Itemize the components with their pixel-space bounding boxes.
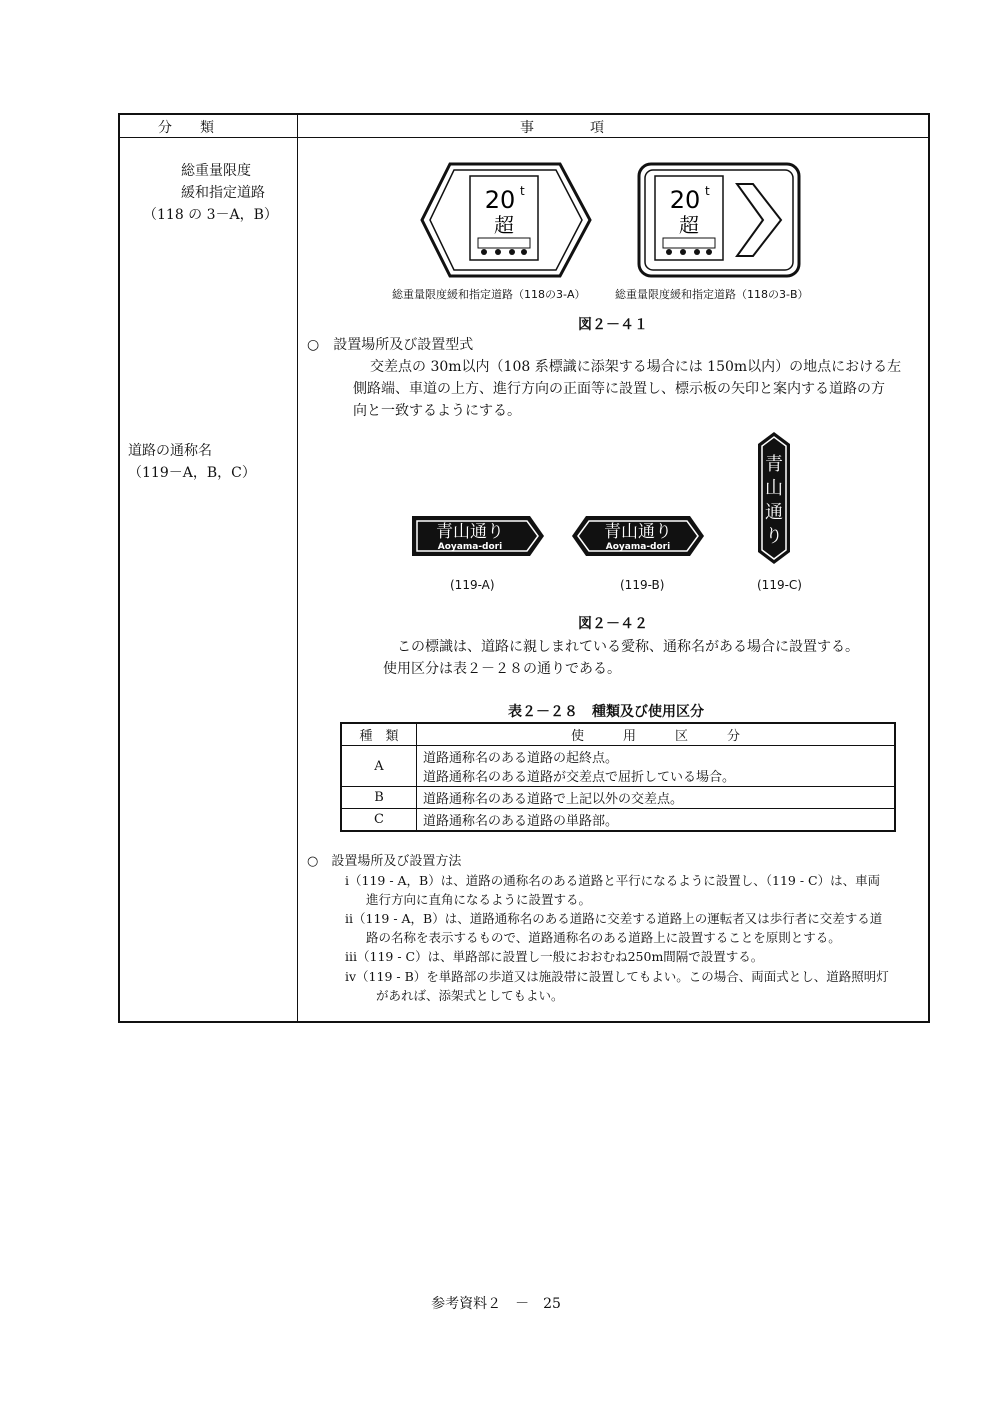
figure-2-42-label: 図２－４２ (578, 616, 648, 632)
caption-118-3-a: 総重量限度緩和指定道路（118の3-A） (392, 288, 586, 301)
usage-table (340, 722, 896, 832)
svg-text:り: り (765, 526, 783, 547)
figure-2-41-label: 図２－４１ (578, 317, 648, 333)
table-header-row (341, 723, 895, 746)
road-name-signs-figure (410, 430, 810, 570)
left-item1-line3: （118 の 3－A，B） (143, 207, 278, 223)
caption-119-c: (119-C) (757, 578, 802, 592)
usage-a-line1: 道路通称名のある道路の起終点。 (423, 751, 619, 766)
svg-text:青: 青 (765, 454, 783, 475)
type-cell: C (341, 809, 417, 832)
road-name-sign-c (758, 432, 790, 564)
usage-cell: 道路通称名のある道路の単路部。 (417, 809, 896, 832)
usage-a-line2: 道路通称名のある道路が交差点で屈折している場合。 (423, 770, 736, 785)
section3-heading: ○ 設置場所及び設置方法 (307, 854, 462, 869)
left-item1-line1: 総重量限度 (181, 163, 251, 179)
section1-line1: 交差点の 30m以内（108 系標識に添架する場合には 150m以内）の地点における左 (370, 359, 902, 375)
table-header (120, 115, 928, 138)
svg-text:山: 山 (765, 478, 783, 499)
section3-i-line1: ⅰ（119 - A，B）は、道路の通称名のある道路と平行になるように設置し、（119 - C）は、車両 (345, 873, 881, 888)
svg-text:青山通り: 青山通り (604, 522, 672, 542)
caption-118-3-b: 総重量限度緩和指定道路（118の3-B） (615, 288, 809, 301)
section3-ii-line1: ⅱ（119 - A，B）は、道路通称名のある道路に交差する道路上の運転者又は歩行者に交差する道 (345, 911, 883, 926)
road-name-sign-a (412, 516, 544, 556)
section2-line2: 使用区分は表２－２８の通りである。 (383, 661, 621, 677)
caption-119-b: (119-B) (620, 578, 665, 592)
weight-sign-b (639, 164, 799, 276)
section3-iii: ⅲ（119 - C）は、単路部に設置し一般におおむね250m間隔で設置する。 (345, 949, 764, 964)
header-items: 事 項 (520, 120, 604, 136)
weight-sign-a (422, 164, 590, 276)
caption-119-a: (119-A) (450, 578, 495, 592)
type-cell: A (341, 746, 417, 787)
svg-text:20: 20 (484, 186, 516, 214)
svg-text:Aoyama-dori: Aoyama-dori (437, 542, 503, 552)
svg-text:Aoyama-dori: Aoyama-dori (605, 542, 671, 552)
svg-text:超: 超 (494, 213, 514, 237)
page-number: 参考資料２ － 25 (431, 1296, 561, 1312)
svg-text:青山通り: 青山通り (436, 522, 504, 542)
road-name-sign-b (572, 516, 704, 556)
table-row (341, 787, 895, 809)
header-classification: 分 類 (158, 120, 214, 136)
section1-line2: 側路端、車道の上方、進行方向の正面等に設置し、標示板の矢印と案内する道路の方 (353, 381, 885, 397)
usage-cell (417, 746, 896, 787)
svg-text:t: t (705, 184, 710, 198)
section3-i-line2: 進行方向に直角になるように設置する。 (366, 892, 592, 907)
usage-cell: 道路通称名のある道路で上記以外の交差点。 (417, 787, 896, 809)
table-2-28-title: 表２－２８ 種類及び使用区分 (508, 704, 704, 720)
svg-text:超: 超 (679, 213, 699, 237)
left-item1-line2: 緩和指定道路 (181, 185, 265, 201)
svg-text:t: t (520, 184, 525, 198)
left-item2-line2: （119－A，B，C） (128, 465, 256, 481)
section3-iv-line1: ⅳ（119 - B）を単路部の歩道又は施設帯に設置してもよい。この場合、両面式とし、道路照明灯 (345, 969, 889, 984)
table-row (341, 746, 895, 787)
weight-signs-figure (420, 160, 810, 280)
table-header-usage: 使 用 区 分 (417, 723, 896, 746)
type-cell: B (341, 787, 417, 809)
section2-line1: この標識は、道路に親しまれている愛称、通称名がある場合に設置する。 (397, 639, 859, 655)
table-header-type: 種 類 (341, 723, 417, 746)
svg-text:20: 20 (669, 186, 701, 214)
table-row (341, 809, 895, 832)
column-divider (297, 115, 298, 1021)
section1-line3: 向と一致するようにする。 (353, 403, 521, 419)
section3-iv-line2: があれば、添架式としてもよい。 (376, 988, 564, 1003)
left-item2-line1: 道路の通称名 (128, 443, 212, 459)
section3-ii-line2: 路の名称を表示するもので、道路通称名のある道路上に設置することを原則とする。 (366, 930, 841, 945)
section1-heading: ○ 設置場所及び設置型式 (307, 337, 474, 353)
svg-text:通: 通 (765, 502, 783, 523)
